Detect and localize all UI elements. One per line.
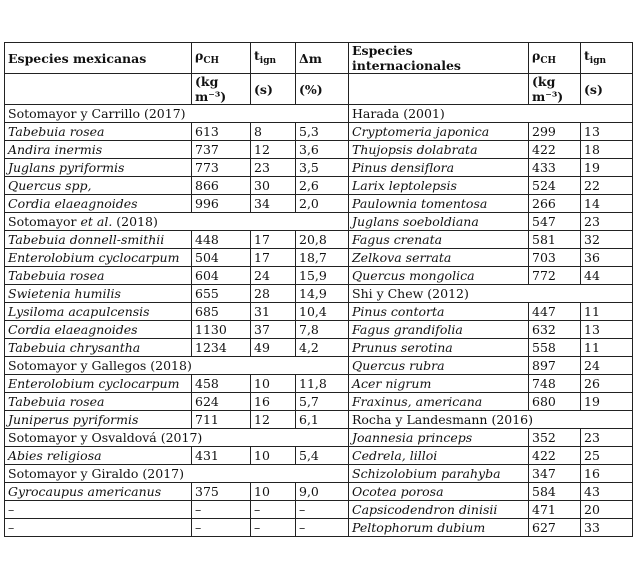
units-row <box>5 74 633 105</box>
mexican-mass-loss: 7,8 <box>296 321 349 339</box>
international-density: 748 <box>529 375 581 393</box>
international-density: 632 <box>529 321 581 339</box>
international-species-name: Quercus mongolica <box>349 267 529 285</box>
international-ignition-time: 13 <box>581 321 633 339</box>
mexican-mass-loss: 3,6 <box>296 141 349 159</box>
mexican-species-name: Tabebuia chrysantha <box>5 339 192 357</box>
mexican-ignition-time: – <box>251 519 296 537</box>
international-ignition-time: 25 <box>581 447 633 465</box>
mexican-ignition-time: 10 <box>251 375 296 393</box>
mexican-mass-loss: 2,0 <box>296 195 349 213</box>
mexican-ignition-time: 49 <box>251 339 296 357</box>
table-row <box>5 177 633 195</box>
international-species-name: Cedrela, lilloi <box>349 447 529 465</box>
international-species-name: Acer nigrum <box>349 375 529 393</box>
mexican-ignition-time: 30 <box>251 177 296 195</box>
international-ignition-time: 11 <box>581 303 633 321</box>
mexican-mass-loss: 6,1 <box>296 411 349 429</box>
table-row <box>5 231 633 249</box>
reference-text: (2018) <box>112 214 158 229</box>
international-ignition-time: 18 <box>581 141 633 159</box>
international-ignition-time: 26 <box>581 375 633 393</box>
mexican-density: 458 <box>192 375 251 393</box>
mexican-ignition-time: 12 <box>251 141 296 159</box>
mexican-group-reference <box>5 465 349 483</box>
mexican-density: 655 <box>192 285 251 303</box>
table-row <box>5 465 633 483</box>
mexican-mass-loss: 14,9 <box>296 285 349 303</box>
mexican-group-reference <box>5 429 349 447</box>
table-row <box>5 303 633 321</box>
mexican-density: 613 <box>192 123 251 141</box>
international-species-name: Fagus grandifolia <box>349 321 529 339</box>
international-density: 266 <box>529 195 581 213</box>
international-species-name: Quercus rubra <box>349 357 529 375</box>
international-species-name: Paulownia tomentosa <box>349 195 529 213</box>
international-ignition-time: 43 <box>581 483 633 501</box>
international-density: 547 <box>529 213 581 231</box>
international-ignition-time: 23 <box>581 213 633 231</box>
international-species-name: Ocotea porosa <box>349 483 529 501</box>
mexican-density: – <box>192 501 251 519</box>
mexican-species-name: Swietenia humilis <box>5 285 192 303</box>
mexican-ignition-time: 37 <box>251 321 296 339</box>
international-group-reference: Harada (2001) <box>349 105 633 123</box>
mexican-density: 773 <box>192 159 251 177</box>
mexican-density: 504 <box>192 249 251 267</box>
mexican-mass-loss: – <box>296 519 349 537</box>
international-species-name: Larix leptolepsis <box>349 177 529 195</box>
units-empty-cell <box>349 74 529 105</box>
mexican-ignition-time: 31 <box>251 303 296 321</box>
table-row <box>5 483 633 501</box>
international-species-name: Pinus densiflora <box>349 159 529 177</box>
mexican-mass-loss: 20,8 <box>296 231 349 249</box>
units-density-international: (kg m⁻³) <box>529 74 581 105</box>
reference-text: Sotomayor y Osvaldová (2017) <box>8 430 203 445</box>
table-row <box>5 411 633 429</box>
international-group-reference: Shi y Chew (2012) <box>349 285 633 303</box>
mexican-mass-loss: 4,2 <box>296 339 349 357</box>
mexican-species-name: Tabebuia rosea <box>5 123 192 141</box>
international-ignition-time: 24 <box>581 357 633 375</box>
mexican-density: 1234 <box>192 339 251 357</box>
mexican-species-name: Juniperus pyriformis <box>5 411 192 429</box>
header-international-species: Especies internacionales <box>349 43 529 74</box>
international-ignition-time: 32 <box>581 231 633 249</box>
mexican-mass-loss: – <box>296 501 349 519</box>
table-row <box>5 123 633 141</box>
mexican-ignition-time: 17 <box>251 249 296 267</box>
international-density: 299 <box>529 123 581 141</box>
mexican-ignition-time: – <box>251 501 296 519</box>
reference-text: Sotomayor y Gallegos (2018) <box>8 358 192 373</box>
international-density: 558 <box>529 339 581 357</box>
international-species-name: Capsicodendron dinisii <box>349 501 529 519</box>
international-species-name: Peltophorum dubium <box>349 519 529 537</box>
units-mass-loss: (%) <box>296 74 349 105</box>
international-species-name: Fagus crenata <box>349 231 529 249</box>
table-row <box>5 393 633 411</box>
international-ignition-time: 13 <box>581 123 633 141</box>
mexican-density: 604 <box>192 267 251 285</box>
international-ignition-time: 14 <box>581 195 633 213</box>
international-density: 772 <box>529 267 581 285</box>
mexican-density: 375 <box>192 483 251 501</box>
mexican-mass-loss: 18,7 <box>296 249 349 267</box>
table-row <box>5 195 633 213</box>
mexican-ignition-time: 10 <box>251 447 296 465</box>
mexican-density: 866 <box>192 177 251 195</box>
mexican-ignition-time: 17 <box>251 231 296 249</box>
mexican-density: – <box>192 519 251 537</box>
international-density: 584 <box>529 483 581 501</box>
mexican-density: 448 <box>192 231 251 249</box>
international-ignition-time: 33 <box>581 519 633 537</box>
mexican-density: 996 <box>192 195 251 213</box>
mexican-density: 711 <box>192 411 251 429</box>
mexican-species-name: Enterolobium cyclocarpum <box>5 249 192 267</box>
header-row <box>5 43 633 74</box>
mexican-mass-loss: 5,4 <box>296 447 349 465</box>
mexican-ignition-time: 34 <box>251 195 296 213</box>
units-time: (s) <box>251 74 296 105</box>
mexican-ignition-time: 8 <box>251 123 296 141</box>
international-density: 703 <box>529 249 581 267</box>
international-species-name: Schizolobium parahyba <box>349 465 529 483</box>
international-density: 347 <box>529 465 581 483</box>
header-ignition-time-international: $t_{ign}$ <box>581 43 633 74</box>
mexican-ignition-time: 28 <box>251 285 296 303</box>
table-row <box>5 159 633 177</box>
international-ignition-time: 11 <box>581 339 633 357</box>
mexican-ignition-time: 16 <box>251 393 296 411</box>
mexican-species-name: Juglans pyriformis <box>5 159 192 177</box>
table-row <box>5 519 633 537</box>
mexican-mass-loss: 3,5 <box>296 159 349 177</box>
mexican-density: 624 <box>192 393 251 411</box>
mexican-species-name: Cordia elaeagnoides <box>5 195 192 213</box>
mexican-species-name: Enterolobium cyclocarpum <box>5 375 192 393</box>
international-ignition-time: 36 <box>581 249 633 267</box>
international-species-name: Zelkova serrata <box>349 249 529 267</box>
international-density: 524 <box>529 177 581 195</box>
international-ignition-time: 16 <box>581 465 633 483</box>
international-density: 447 <box>529 303 581 321</box>
mexican-species-name: Andira inermis <box>5 141 192 159</box>
mexican-mass-loss: 11,8 <box>296 375 349 393</box>
mexican-species-name: – <box>5 501 192 519</box>
header-mexican-species: Especies mexicanas <box>5 43 192 74</box>
reference-text: Sotomayor y Giraldo (2017) <box>8 466 184 481</box>
species-table <box>4 42 633 537</box>
mexican-ignition-time: 23 <box>251 159 296 177</box>
international-density: 433 <box>529 159 581 177</box>
table-row <box>5 429 633 447</box>
reference-text: et al. <box>80 214 113 229</box>
mexican-species-name: – <box>5 519 192 537</box>
mexican-species-name: Tabebuia rosea <box>5 267 192 285</box>
table-row <box>5 249 633 267</box>
table-row <box>5 213 633 231</box>
international-species-name: Cryptomeria japonica <box>349 123 529 141</box>
table-row <box>5 267 633 285</box>
mexican-mass-loss: 5,7 <box>296 393 349 411</box>
mexican-species-name: Lysiloma acapulcensis <box>5 303 192 321</box>
table-row <box>5 357 633 375</box>
international-density: 471 <box>529 501 581 519</box>
mexican-species-name: Tabebuia donnell-smithii <box>5 231 192 249</box>
international-density: 581 <box>529 231 581 249</box>
units-empty-cell <box>5 74 192 105</box>
table-row <box>5 447 633 465</box>
international-ignition-time: 19 <box>581 393 633 411</box>
mexican-species-name: Gyrocaupus americanus <box>5 483 192 501</box>
international-species-name: Thujopsis dolabrata <box>349 141 529 159</box>
mexican-species-name: Tabebuia rosea <box>5 393 192 411</box>
table-row <box>5 339 633 357</box>
mexican-density: 737 <box>192 141 251 159</box>
mexican-species-name: Abies religiosa <box>5 447 192 465</box>
international-density: 352 <box>529 429 581 447</box>
international-density: 627 <box>529 519 581 537</box>
mexican-group-reference: Sotomayor y Carrillo (2017) <box>5 105 349 123</box>
mexican-species-name: Cordia elaeagnoides <box>5 321 192 339</box>
international-ignition-time: 20 <box>581 501 633 519</box>
reference-text: Sotomayor <box>8 214 81 229</box>
mexican-ignition-time: 10 <box>251 483 296 501</box>
international-group-reference: Rocha y Landesmann (2016) <box>349 411 633 429</box>
international-density: 422 <box>529 141 581 159</box>
international-ignition-time: 44 <box>581 267 633 285</box>
international-density: 680 <box>529 393 581 411</box>
international-species-name: Juglans soeboldiana <box>349 213 529 231</box>
table-row <box>5 321 633 339</box>
mexican-density: 431 <box>192 447 251 465</box>
international-species-name: Pinus contorta <box>349 303 529 321</box>
mexican-mass-loss: 10,4 <box>296 303 349 321</box>
mexican-density: 1130 <box>192 321 251 339</box>
mexican-group-reference <box>5 213 349 231</box>
international-species-name: Fraxinus, americana <box>349 393 529 411</box>
mexican-ignition-time: 24 <box>251 267 296 285</box>
header-mass-loss: Δm <box>296 43 349 74</box>
mexican-group-reference <box>5 357 349 375</box>
mexican-mass-loss: 15,9 <box>296 267 349 285</box>
mexican-species-name: Quercus spp, <box>5 177 192 195</box>
international-species-name: Prunus serotina <box>349 339 529 357</box>
header-density: $\rho_{CH}$ <box>192 43 251 74</box>
international-ignition-time: 19 <box>581 159 633 177</box>
mexican-mass-loss: 9,0 <box>296 483 349 501</box>
header-density-international: $\rho_{CH}$ <box>529 43 581 74</box>
units-density: (kg m⁻³) <box>192 74 251 105</box>
international-density: 422 <box>529 447 581 465</box>
international-ignition-time: 22 <box>581 177 633 195</box>
table-row <box>5 285 633 303</box>
mexican-mass-loss: 5,3 <box>296 123 349 141</box>
table-row <box>5 105 633 123</box>
mexican-ignition-time: 12 <box>251 411 296 429</box>
mexican-density: 685 <box>192 303 251 321</box>
table-row <box>5 501 633 519</box>
international-species-name: Joannesia princeps <box>349 429 529 447</box>
mexican-mass-loss: 2,6 <box>296 177 349 195</box>
units-time-international: (s) <box>581 74 633 105</box>
header-ignition-time: $t_{ign}$ <box>251 43 296 74</box>
international-density: 897 <box>529 357 581 375</box>
table-row <box>5 141 633 159</box>
table-row <box>5 375 633 393</box>
international-ignition-time: 23 <box>581 429 633 447</box>
